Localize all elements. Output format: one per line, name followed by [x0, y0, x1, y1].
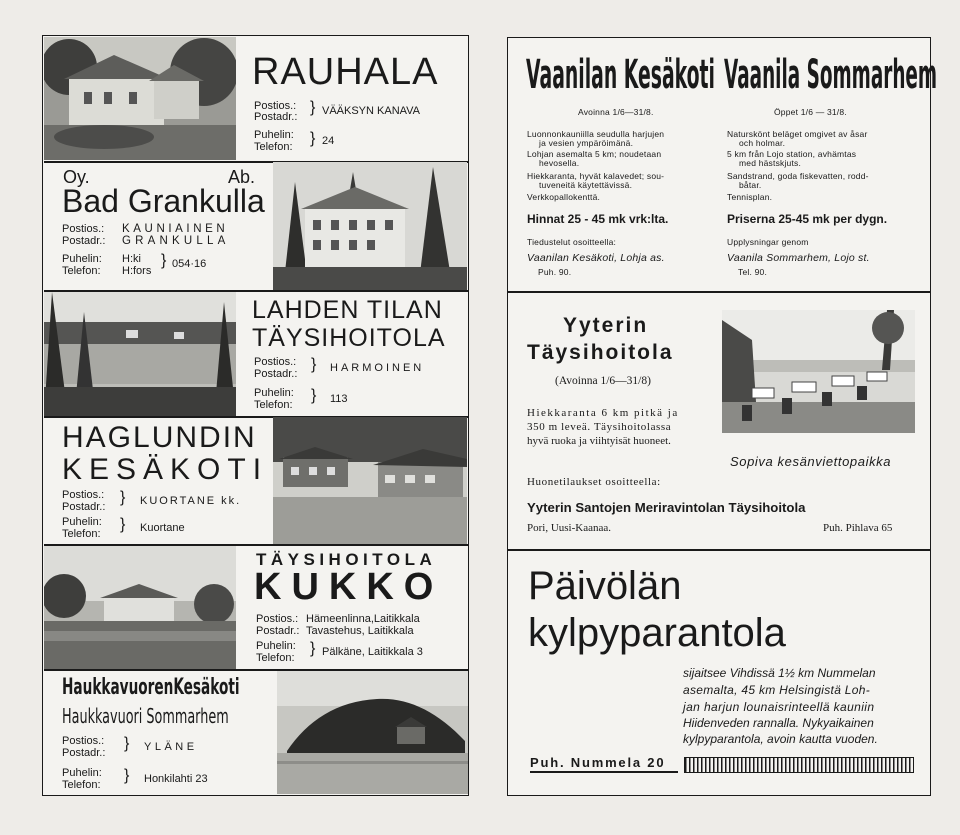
- rauhala-puhelin-label: Puhelin:: [254, 129, 294, 141]
- kukko-puhelin-label: Puhelin:: [256, 640, 296, 652]
- lahden-postios-label: Postios.:: [254, 356, 297, 368]
- haglund-brace-1: }: [120, 489, 126, 506]
- vaanila-sv-d3: 5 km från Lojo station, avhämtas: [727, 149, 857, 159]
- vaanila-fi-d7: Verkkopallokenttä.: [527, 192, 601, 202]
- vaanila-sv-d5: Sandstrand, goda fiskevatten, rodd-: [727, 171, 869, 181]
- kukko-postios-label: Postios.:: [256, 613, 299, 625]
- yyterin-photo: [722, 310, 915, 433]
- grankulla-telefon-value: H:fors: [122, 265, 152, 277]
- lahden-line1: LAHDEN TILAN: [252, 296, 443, 324]
- vaanila-fi-ask: Tiedustelut osoitteella:: [527, 237, 617, 247]
- grankulla-telefon-label: Telefon:: [62, 265, 101, 277]
- paivola-p4: Hiidenveden rannalla. Nykyaikainen: [683, 716, 874, 730]
- vaanila-sv-ask: Upplysningar genom: [727, 237, 809, 247]
- grankulla-brace: }: [161, 252, 167, 269]
- vaanila-fi-d3: Lohjan asemalta 5 km; noudetaan: [527, 149, 662, 159]
- rauhala-brace-1: }: [310, 99, 316, 116]
- paivola-p1: sijaitsee Vihdissä 1½ km Nummelan: [683, 666, 876, 680]
- yyterin-d3: hyvä ruoka ja viihtyisät huoneet.: [527, 435, 671, 447]
- divider-r2: [508, 549, 930, 551]
- paivola-phone: Puh. Nummela 20: [530, 755, 666, 770]
- rauhala-phone: 24: [322, 135, 335, 147]
- vaanila-sv-d1: Naturskönt beläget omgivet av åsar: [727, 129, 868, 139]
- grankulla-ab: Ab.: [228, 167, 256, 187]
- yyterin-ask: Huonetilaukset osoitteella:: [527, 476, 661, 488]
- lahden-postadr-label: Postadr.:: [254, 368, 298, 380]
- paivola-rule: [530, 771, 678, 773]
- haukka-line2: Haukkavuori Sommarhem: [62, 704, 229, 728]
- vaanila-sv-d4: med hästskjuts.: [739, 158, 802, 168]
- lahden-phone: 113: [330, 393, 348, 405]
- rauhala-address: VÄÄKSYN KANAVA: [322, 105, 421, 117]
- lahden-telefon-label: Telefon:: [254, 399, 293, 411]
- grankulla-photo: [273, 162, 467, 290]
- vaanila-fi-contact: Vaanilan Kesäkoti, Lohja as.: [527, 252, 665, 264]
- vaanila-fi-d5: Hiekkaranta, hyvät kalavedet; sou-: [527, 171, 665, 181]
- kukko-line2: KUKKO: [254, 566, 444, 608]
- haglund-address: KUORTANE kk.: [140, 495, 242, 507]
- vaanila-fi-phone: Puh. 90.: [538, 267, 572, 277]
- yyterin-phone: Puh. Pihlava 65: [823, 522, 893, 534]
- paivola-p5: kylpyparantola, avoin kautta vuoden.: [683, 732, 878, 746]
- vaanila-sv-title: Vaanila Sommarhem: [724, 52, 938, 98]
- yyterin-line1: Yyterin: [563, 314, 649, 337]
- lahden-brace-1: }: [311, 356, 317, 373]
- haukka-telefon-label: Telefon:: [62, 779, 101, 791]
- grankulla-postios-label: Postios.:: [62, 223, 105, 235]
- vaanila-sv-contact: Vaanila Sommarhem, Lojo st.: [727, 252, 870, 264]
- paivola-line1: Päivölän: [528, 564, 682, 608]
- haukka-address: YLÄNE: [144, 741, 198, 753]
- haglund-postadr-label: Postadr.:: [62, 501, 106, 513]
- vaanila-fi-d6: tuveneitä käytettävissä.: [539, 180, 633, 190]
- yyterin-line2: Täysihoitola: [527, 341, 674, 364]
- lahden-photo: [44, 292, 236, 416]
- kukko-phone: Pälkäne, Laitikkala 3: [322, 646, 423, 658]
- haukka-puhelin-label: Puhelin:: [62, 767, 102, 779]
- lahden-puhelin-label: Puhelin:: [254, 387, 294, 399]
- vaanila-sv-d7: Tennisplan.: [727, 192, 773, 202]
- yyterin-city: Pori, Uusi-Kaanaa.: [527, 522, 612, 534]
- kukko-telefon-label: Telefon:: [256, 652, 295, 664]
- divider-r1: [508, 291, 930, 293]
- grankulla-puhelin-label: Puhelin:: [62, 253, 102, 265]
- vaanila-fi-d4: hevosella.: [539, 158, 580, 168]
- paivola-line2: kylpyparantola: [528, 611, 786, 655]
- lahden-brace-2: }: [311, 387, 317, 404]
- haukka-photo: [277, 671, 468, 794]
- vaanila-fi-d1: Luonnonkauniilla seudulla harjujen: [527, 129, 665, 139]
- grankulla-puhelin-value: H:ki: [122, 253, 141, 265]
- vaanila-sv-d2: och holmar.: [739, 138, 786, 148]
- grankulla-oy: Oy.: [63, 167, 90, 187]
- vaanila-fi-d2: ja vesien ympäröimänä.: [539, 138, 634, 148]
- vaanila-fi-price: Hinnat 25 - 45 mk vrk:lta.: [527, 212, 669, 226]
- haglund-phone: Kuortane: [140, 522, 185, 534]
- vaanila-fi-title: Vaanilan Kesäkoti: [526, 52, 715, 98]
- grankulla-postios-value: KAUNIAINEN: [122, 223, 229, 235]
- kukko-line1: TÄYSIHOITOLA: [256, 550, 437, 569]
- haglund-telefon-label: Telefon:: [62, 528, 101, 540]
- haukka-brace-2: }: [124, 767, 130, 784]
- yyterin-open: (Avoinna 1/6—31/8): [555, 375, 651, 387]
- haglund-brace-2: }: [120, 516, 126, 533]
- yyterin-slogan: Sopiva kesänviettopaikka: [730, 454, 892, 469]
- grankulla-name: Bad Grankulla: [62, 183, 265, 219]
- haglund-photo: [273, 417, 467, 544]
- grankulla-postadr-label: Postadr.:: [62, 235, 106, 247]
- kukko-postios-value: Hämeenlinna,Laitikkala: [306, 613, 420, 625]
- haglund-line2: KESÄKOTI: [62, 453, 269, 486]
- grankulla-phone: 054·16: [172, 258, 207, 270]
- haglund-postios-label: Postios.:: [62, 489, 105, 501]
- yyterin-company: Yyterin Santojen Meriravintolan Täysihoitola: [527, 500, 806, 515]
- kukko-brace: }: [310, 640, 316, 657]
- paivola-p2: asemalta, 45 km Helsingistä Loh-: [683, 683, 871, 697]
- kukko-postadr-value: Tavastehus, Laitikkala: [306, 625, 414, 637]
- vaanila-sv-d6: båtar.: [739, 180, 762, 190]
- rauhala-telefon-label: Telefon:: [254, 141, 293, 153]
- haukka-phone: Honkilahti 23: [144, 773, 208, 785]
- haglund-line1: HAGLUNDIN: [62, 421, 257, 454]
- haukka-line1: HaukkavuorenKesäkoti: [62, 675, 240, 700]
- rauhala-brace-2: }: [310, 130, 316, 147]
- paivola-p3: jan harjun lounaisrinteellä kauniin: [683, 700, 875, 714]
- rauhala-postadr-label: Postadr.:: [254, 111, 298, 123]
- rauhala-name: RAUHALA: [252, 51, 439, 93]
- vaanila-sv-phone: Tel. 90.: [738, 267, 768, 277]
- yyterin-d2: 350 m leveä. Täysihoitolassa: [527, 421, 672, 433]
- kukko-postadr-label: Postadr.:: [256, 625, 300, 637]
- vaanila-fi-open: Avoinna 1/6—31/8.: [578, 107, 654, 117]
- kukko-photo: [44, 546, 236, 670]
- rauhala-photo: [44, 37, 236, 160]
- grankulla-postadr-value: GRANKULLA: [122, 235, 230, 247]
- lahden-line2: TÄYSIHOITOLA: [252, 324, 446, 352]
- haukka-brace-1: }: [124, 735, 130, 752]
- haglund-puhelin-label: Puhelin:: [62, 516, 102, 528]
- rauhala-postios-label: Postios.:: [254, 100, 297, 112]
- lahden-address: HARMOINEN: [330, 362, 425, 374]
- paivola-bar-pattern: [684, 757, 914, 773]
- vaanila-sv-open: Öppet 1/6 — 31/8.: [774, 107, 847, 117]
- haukka-postadr-label: Postadr.:: [62, 747, 106, 759]
- haukka-postios-label: Postios.:: [62, 735, 105, 747]
- yyterin-d1: Hiekkaranta 6 km pitkä ja: [527, 407, 679, 419]
- vaanila-sv-price: Priserna 25-45 mk per dygn.: [727, 212, 888, 226]
